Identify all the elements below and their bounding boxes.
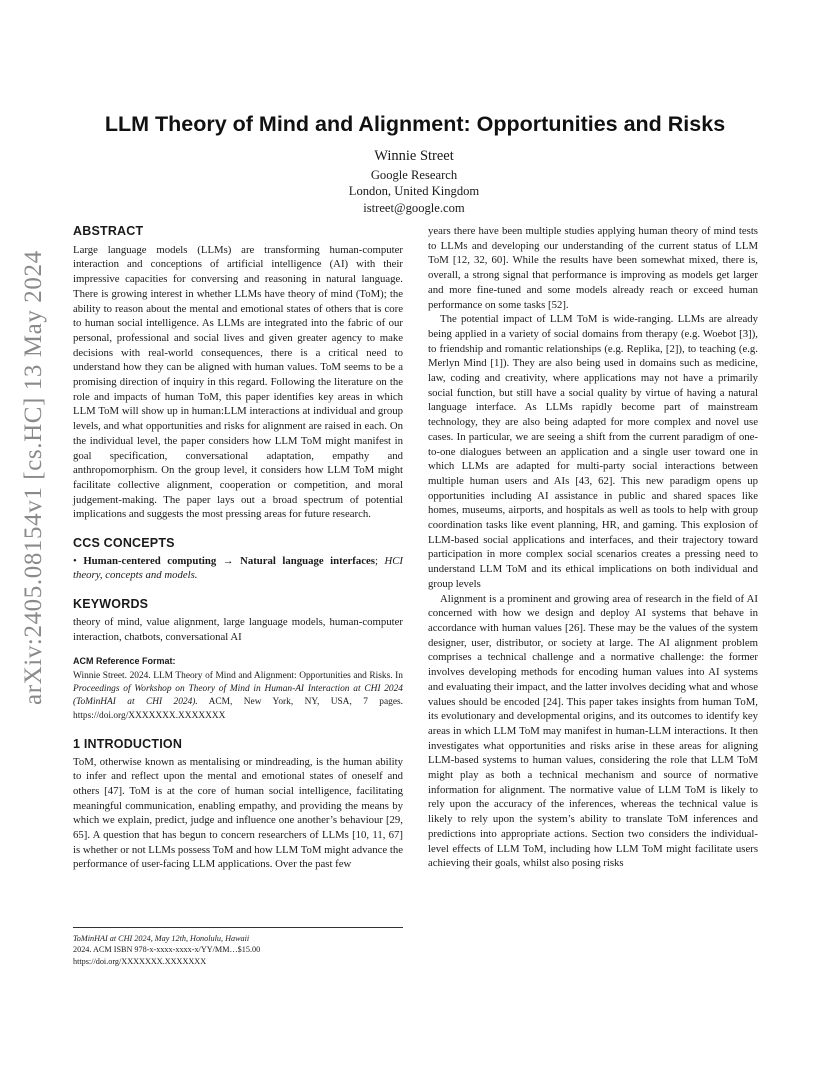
ccs-secondary: HCI theory, concepts and models. bbox=[73, 554, 404, 582]
acm-ref-part1: Winnie Street. 2024. LLM Theory of Mind and Alignment: Opportunities and Risks. In bbox=[73, 670, 403, 681]
intro-heading: 1 INTRODUCTION bbox=[73, 736, 183, 751]
ccs-primary: Human-centered computing → Natural language interfaces bbox=[83, 554, 375, 567]
acm-ref-proceedings: Proceedings of Workshop on Theory of Mind in Human-AI Interaction at CHI 2024 (ToMinHAI at CHI 2024). bbox=[73, 684, 403, 708]
abstract-text: Large language models (LLMs) are transforming human-computer interaction and conceptions of artificial intelligence (AI) with their impressive capacities for conversing and reasoning in natural language. There is growing interest in whether LLMs have theory of mind (ToM); the ability to reason about the mental and emotional states of others that is core to human social intelligence. As LLMs are integrated into the fabric of our personal, professional and social lives and given greater agency to make decisions with real-world consequences, there is a critical need to understand how they can be aligned with human values. ToM seems to be a promising direction of inquiry in this regard. Following the literature on the role and impacts of human ToM, this paper identifies key areas in which LLM ToM will show up in human:LLM interactions at individual and group levels, and what opportunities and risks for alignment are raised in each. On the individual level, the paper considers how LLM ToM might manifest in goal specification, conversational adaptation, empathy and anthropomorphism. On the group level, it considers how LLM ToM might facilitate collective alignment, cooperation or competition, and moral judgement-making. The paper lays out a broad spectrum of potential implications and suggests the most pressing areas for future research. bbox=[73, 243, 403, 521]
author-name: Winnie Street bbox=[374, 148, 454, 164]
keywords-text: theory of mind, value alignment, large language models, human-computer interaction, chatbots, conversational AI bbox=[73, 615, 403, 643]
right-paragraph-1: years there have been multiple studies applying human theory of mind tests to LLMs and developing our understanding of the current status of LLM ToM [12, 32, 60]. While the results have been somewhat mixed, there is, overall, a strong signal that performance is improving as models get larger and more fine-tuned and some models already reach or exceed human performance on some tasks [52]. bbox=[428, 225, 758, 311]
right-paragraph-2: The potential impact of LLM ToM is wide-ranging. LLMs are already being applied in a variety of social domains from therapy (e.g. Woebot [3]), to friendship and romantic relationships (e.g. Replika, [2]), to teaching (e.g. Merlyn Mind [1]). They are also being used in domains such as medicine, law, coding and creativity, where applications may not have a primarily social function, but still have a social quality by virtue of having a natural language interface. As LLMs rapidly become part of mainstream technology, they are also being adapted for more complex and novel use cases. In particular, we are seeing a shift from the current paradigm of one-to-one dialogues between an application and a single user toward one in which LLMs are adapted for multi-party social interactions between multiple human users and AIs [43, 62]. This new paradigm opens up opportunities including AI assistance in public and shared spaces like homes, museums, airports, and hospitals as well as tools to help with group coordination tasks like event planning, HR, and gaming. This explosion of LLM-based social applications and interfaces, and their trajectory toward participation in more complex social scenarios creates a pressing need to understand LLM ToM and its ethical implications on both individual and group levels bbox=[428, 313, 758, 590]
keywords-heading: KEYWORDS bbox=[73, 597, 149, 612]
page-footer bbox=[73, 927, 403, 967]
footer-isbn: 2024. ACM ISBN 978-x-xxxx-xxxx-x/YY/MM…$15.00 bbox=[73, 945, 261, 955]
ccs-heading: CCS CONCEPTS bbox=[73, 536, 175, 551]
intro-paragraph: ToM, otherwise known as mentalising or mindreading, is the human ability to infer and reflect upon the mental and emotional states of oneself and others [47]. ToM is at the core of human social intelligence, facilitating meaningful communication, enabling empathy, and providing the means by which we explain, predict, judge and influence one another’s behaviour [29, 65]. A question that has begun to concern researchers of LLMs [10, 11, 67] is whether or not LLMs possess ToM and how LLM ToM might advance the performance of user-facing LLM applications. Over the past few bbox=[73, 755, 403, 871]
arxiv-stamp: arXiv:2405.08154v1 [cs.HC] 13 May 2024 bbox=[20, 250, 47, 705]
abstract-heading: ABSTRACT bbox=[73, 224, 144, 238]
paper-title: LLM Theory of Mind and Alignment: Opportunities and Risks bbox=[104, 112, 726, 136]
author-email: istreet@google.com bbox=[363, 200, 465, 215]
right-column bbox=[428, 224, 758, 871]
author-affiliation: Google Research bbox=[370, 167, 458, 182]
author-block bbox=[214, 148, 614, 216]
ccs-bullet: • bbox=[73, 554, 77, 567]
author-location: London, United Kingdom bbox=[348, 184, 480, 198]
ccs-separator: ; bbox=[374, 554, 378, 567]
acm-ref-part2: ACM, New York, NY, USA, 7 pages. https://doi.org/XXXXXXX.XXXXXXX bbox=[73, 697, 403, 721]
acm-ref-text bbox=[73, 670, 403, 723]
acm-ref-heading: ACM Reference Format: bbox=[73, 656, 176, 667]
footer-doi: https://doi.org/XXXXXXX.XXXXXXX bbox=[73, 956, 207, 966]
left-column bbox=[73, 224, 403, 872]
right-paragraph-3: Alignment is a prominent and growing area of research in the field of AI concerned with how we design and deploy AI systems that behave in accordance with human values [26]. These may be the values of the system designer, user, distributor, or society at large. The AI alignment problem comprises a technical challenge and a normative challenge: the former involves developing methods for encoding human values into AI systems and evaluating their impact, and the latter involves deciding what and whose values should be encoded [24]. This paper takes insights from human ToM, its evolutionary and developmental origins, and its outcomes to identify key areas in which LLM ToM may manifest in human-LLM interactions. It then investigates what opportunities and risks arise in these areas for aligning LLM-based systems to human values, considering the role that LLM ToM might play as both a technical mechanism and source of normative information for alignment. The normative value of LLM ToM is likely to rely upon the accuracy of the inferences, whereas the technical value is likely to rely upon the system’s ability to translate ToM inferences and predictions into appropriate actions. Section two considers the individual-level effects of LLM ToM, including how LLM ToM might facilitate users achieving their goals, whilst also posing risks bbox=[428, 592, 758, 870]
footer-venue: ToMinHAI at CHI 2024, May 12th, Honolulu, Hawaii bbox=[73, 934, 250, 943]
ccs-concepts bbox=[73, 554, 403, 583]
